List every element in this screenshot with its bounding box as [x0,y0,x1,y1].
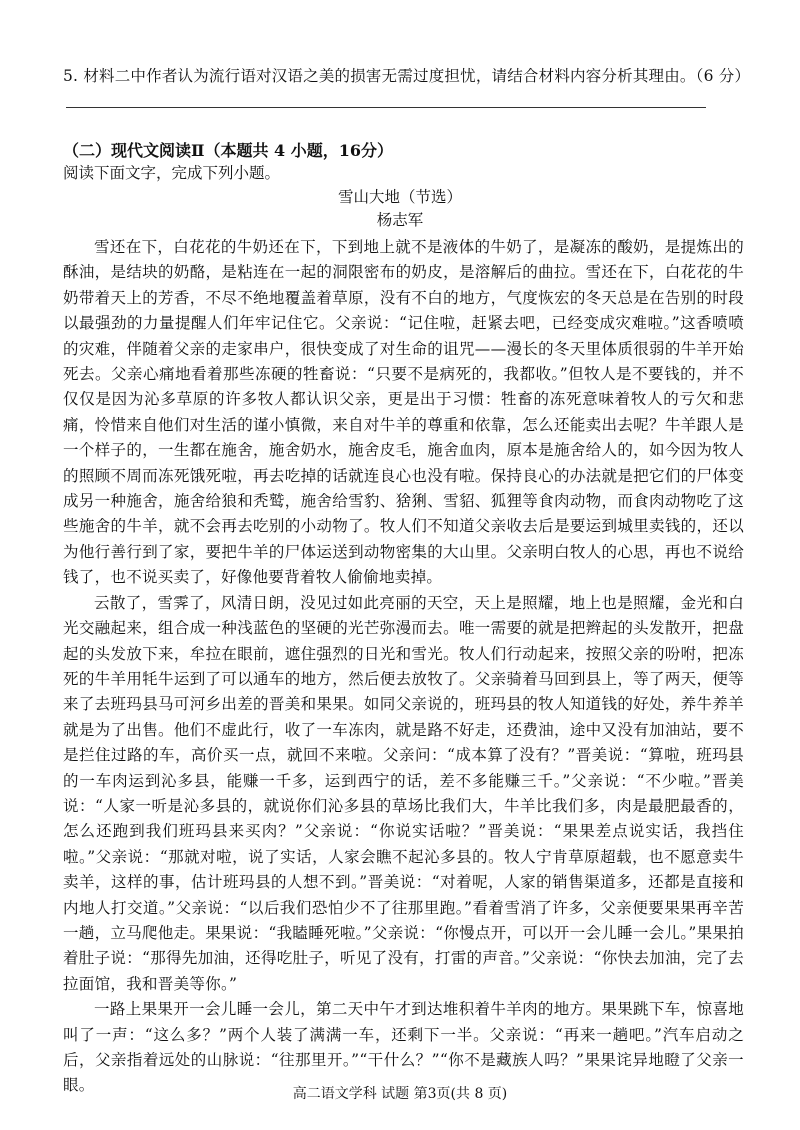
article-author: 杨志军 [376,211,424,229]
article-title: 雪山大地（节选） [337,188,462,206]
page-footer: 高二语文学科 试题 第3页(共 8 页) [292,1086,508,1102]
reading-instruction: 阅读下面文字，完成下列小题。 [63,164,281,182]
question-5: 5. 材料二中作者认为流行语对汉语之美的损害无需过度担忧，请结合材料内容分析其理由。（6 分） [63,67,751,85]
section-heading: （二）现代文阅读Ⅱ（本题共 4 小题，16分） [63,141,394,160]
article-body [63,235,744,1099]
answer-line [66,107,706,108]
article-paragraph-1: 雪还在下，白花花的牛奶还在下，下到地上就不是液体的牛奶了，是凝冻的酸奶，是提炼出的酥油，是结块的奶酪，是粘连在一起的洞限密布的奶皮，是溶解后的曲拉。雪还在下，白花花的牛奶带着天上的芳香，不尽不绝地覆盖着草原，没有不白的地方，气度恢宏的冬天总是在告别的时段以最强劲的力量提醒人们年牢记住它。父亲说：“记住啦，赶紧去吧，已经变成灾难啦。”这香喷喷的灾难，伴随着父亲的走家串户，很快变成了对生命的诅咒——漫长的冬天里体质很弱的牛羊开始死去。父亲心痛地看着那些冻硬的牲畜说：“只要不是病死的，我都收。”但牧人是不要钱的，并不仅仅是因为沁多草原的许多牧人都认识父亲，更是出于习惯：牲畜的冻死意味着牧人的亏欠和悲痛，怜惜来自他们对生活的谨小慎微，来自对牛羊的尊重和依靠，怎么还能卖出去呢？牛羊跟人是一个样子的，一生都在施舍，施舍奶水，施舍皮毛，施舍血肉，原本是施舍给人的，如今因为牧人的照顾不周而冻死饿死啦，再去吃掉的话就连良心也没有啦。保持良心的办法就是把它们的尸体变成另一种施舍，施舍给狼和秃鹫，施舍给雪豹、猞猁、雪貂、狐狸等食肉动物，而食肉动物吃了这些施舍的牛羊，就不会再去吃别的小动物了。牧人们不知道父亲收去后是要运到城里卖钱的，还以为他行善行到了家，要把牛羊的尸体运送到动物密集的大山里。父亲明白牧人的心思，再也不说给钱了，也不说买卖了，好像他要背着牧人偷偷地卖掉。 [63,238,744,587]
article-paragraph-3: 一路上果果开一会儿睡一会儿，第二天中午才到达堆积着牛羊肉的地方。果果跳下车，惊喜地叫了一声：“这么多？”两个人装了满满一车，还剩下一半。父亲说：“再来一趟吧。”汽车启动之后，父亲指着远处的山脉说：“往那里开。”“干什么？”“你不是藏族人吗？”果果诧异地瞪了父亲一眼。 [63,1000,744,1095]
article-paragraph-2: 云散了，雪霁了，风清日朗，没见过如此亮丽的天空，天上是照耀，地上也是照耀，金光和白光交融起来，组合成一种浅蓝色的坚硬的光芒弥漫而去。唯一需要的就是把辫起的头发散开，把盘起的头发放下来，牟拉在眼前，遮住强烈的日光和雪光。牧人们行动起来，按照父亲的吩咐，把冻死的牛羊用牦牛运到了可以通车的地方，然后便去放牧了。父亲骑着马回到县上，等了两天，便等来了去班玛县马可河乡出差的晋美和果果。如同父亲说的，班玛县的牧人知道钱的好处，养牛养羊就是为了出售。他们不虚此行，收了一车冻肉，就是路不好走，还费油，途中又没有加油站，要不是拦住过路的车，高价买一点，就回不来啦。父亲问：“成本算了没有？”晋美说：“算啦，班玛县的一车肉运到沁多县，能赚一千多，运到西宁的话，差不多能赚三千。”父亲说：“不少啦。”晋美说：“人家一听是沁多县的，就说你们沁多县的草场比我们大，牛羊比我们多，肉是最肥最香的，怎么还跑到我们班玛县来买肉？”父亲说：“你说实话啦？”晋美说：“果果差点说实话，我挡住啦。”父亲说：“那就对啦，说了实话，人家会瞧不起沁多县的。牧人宁肯草原超载，也不愿意卖牛卖羊，这样的事，估计班玛县的人想不到。”晋美说：“对着呢，人家的销售渠道多，还都是直接和内地人打交道。”父亲说：“以后我们恐怕少不了往那里跑。”看着雪消了许多，父亲便要果果再辛苦一趟，立马爬他走。果果说：“我瞌睡死啦。”父亲说：“你慢点开，可以开一会儿睡一会儿。”果果拍着肚子说：“那得先加油，还得吃肚子，听见了没有，打雷的声音。”父亲说：“你快去加油，完了去拉面馆，我和晋美等你。” [63,593,744,993]
